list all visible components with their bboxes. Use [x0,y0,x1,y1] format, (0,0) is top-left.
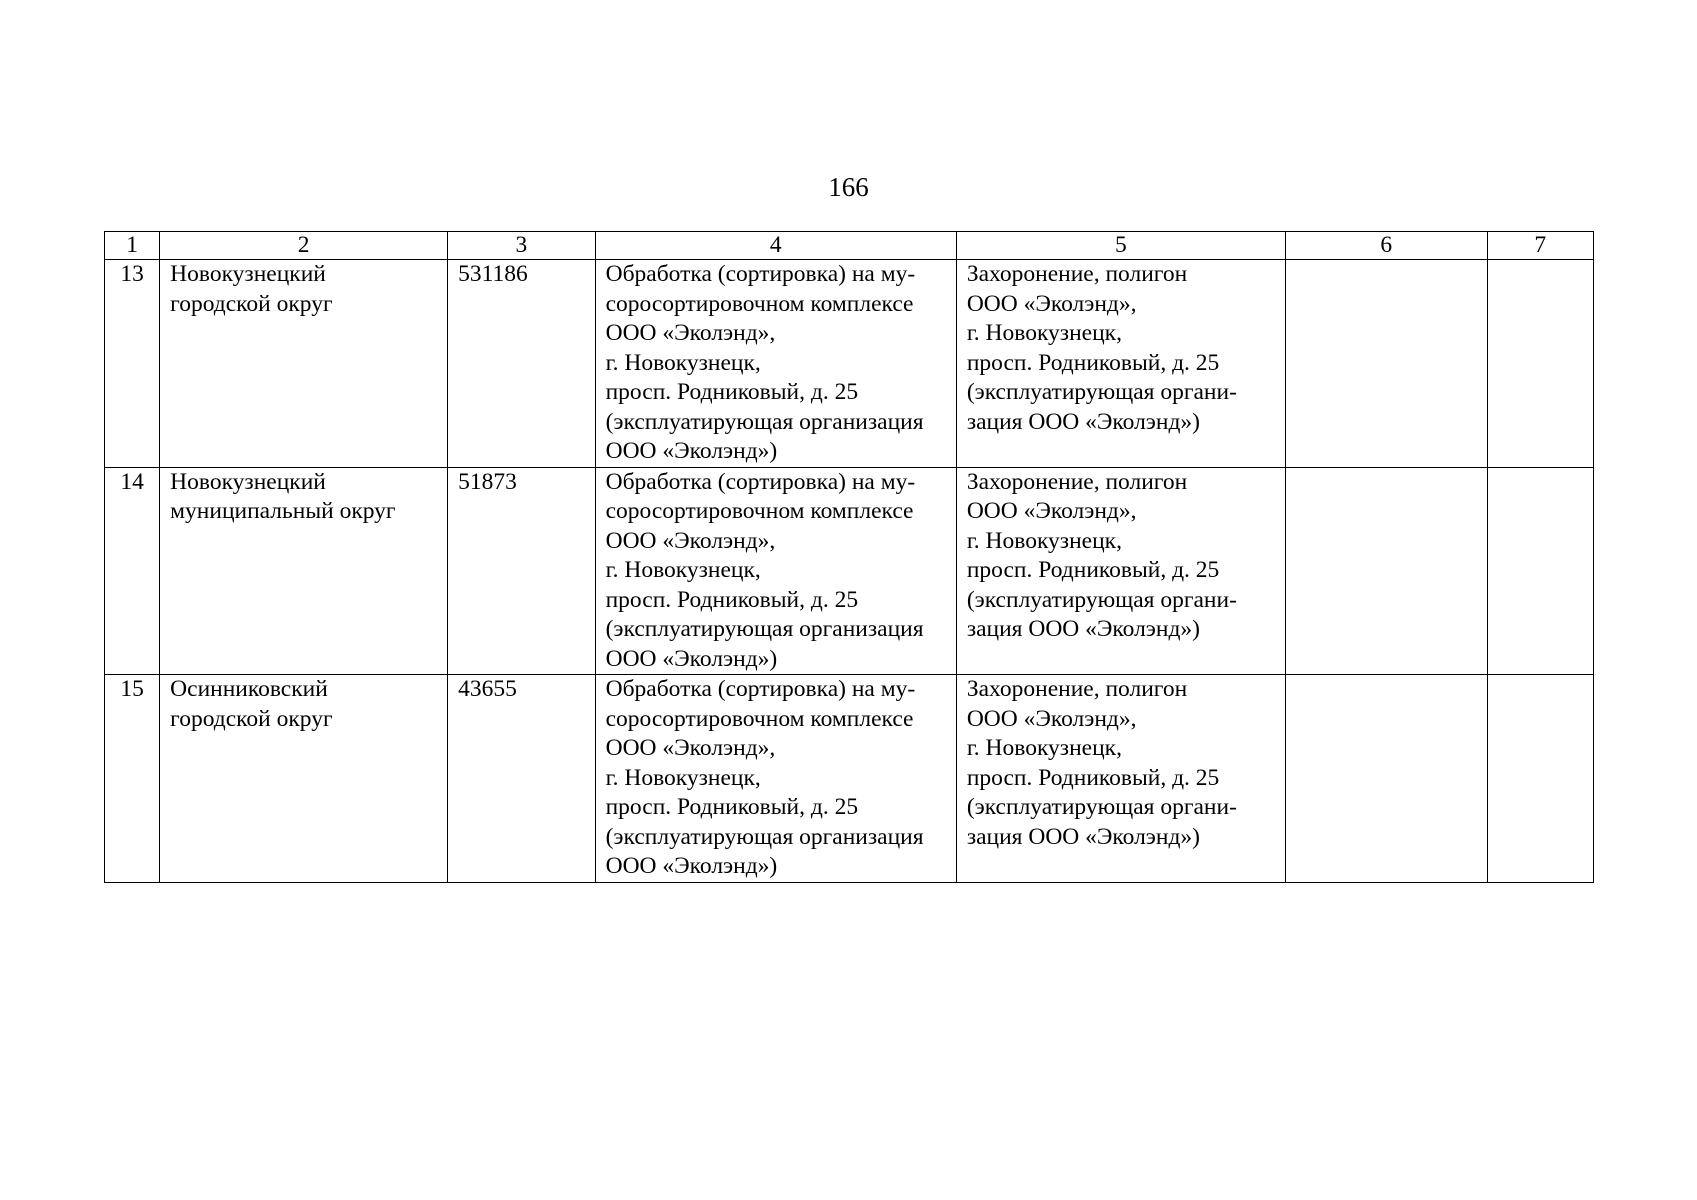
header-cell-6: 6 [1285,232,1487,260]
page-number: 166 [828,172,869,202]
table-row [105,675,1594,883]
disposal-cell: Захоронение, полигон ООО «Эколэнд», г. Новокузнецк, просп. Родниковый, д. 25 (эксплуатирующая органи- зация ООО «Эколэнд») [956,467,1285,675]
header-cell-1: 1 [105,232,160,260]
column-6-cell [1285,675,1487,883]
disposal-cell: Захоронение, полигон ООО «Эколэнд», г. Новокузнецк, просп. Родниковый, д. 25 (эксплуатирующая органи- зация ООО «Эколэнд») [956,260,1285,468]
processing-cell: Обработка (сортировка) на му- соросортировочном комплексе ООО «Эколэнд», г. Новокузнецк, просп. Родниковый, д. 25 (эксплуатирующая организация ООО «Эколэнд») [595,260,956,468]
district-name-cell: Новокузнецкий городской округ [160,260,448,468]
row-number-cell: 13 [105,260,160,468]
value-cell: 531186 [448,260,595,468]
table-row [105,467,1594,675]
header-cell-4: 4 [595,232,956,260]
processing-cell: Обработка (сортировка) на му- соросортировочном комплексе ООО «Эколэнд», г. Новокузнецк, просп. Родниковый, д. 25 (эксплуатирующая организация ООО «Эколэнд») [595,675,956,883]
header-cell-7: 7 [1487,232,1593,260]
column-7-cell [1487,260,1593,468]
header-cell-2: 2 [160,232,448,260]
header-cell-3: 3 [448,232,595,260]
row-number-cell: 14 [105,467,160,675]
table-row [105,260,1594,468]
data-table [104,231,1594,883]
header-cell-5: 5 [956,232,1285,260]
row-number-cell: 15 [105,675,160,883]
value-cell: 51873 [448,467,595,675]
district-name-cell: Новокузнецкий муниципальный округ [160,467,448,675]
district-name-cell: Осинниковский городской округ [160,675,448,883]
table-header-row [105,232,1594,260]
column-7-cell [1487,467,1593,675]
value-cell: 43655 [448,675,595,883]
disposal-cell: Захоронение, полигон ООО «Эколэнд», г. Новокузнецк, просп. Родниковый, д. 25 (эксплуатирующая органи- зация ООО «Эколэнд») [956,675,1285,883]
column-6-cell [1285,467,1487,675]
column-6-cell [1285,260,1487,468]
processing-cell: Обработка (сортировка) на му- соросортировочном комплексе ООО «Эколэнд», г. Новокузнецк, просп. Родниковый, д. 25 (эксплуатирующая организация ООО «Эколэнд») [595,467,956,675]
column-7-cell [1487,675,1593,883]
